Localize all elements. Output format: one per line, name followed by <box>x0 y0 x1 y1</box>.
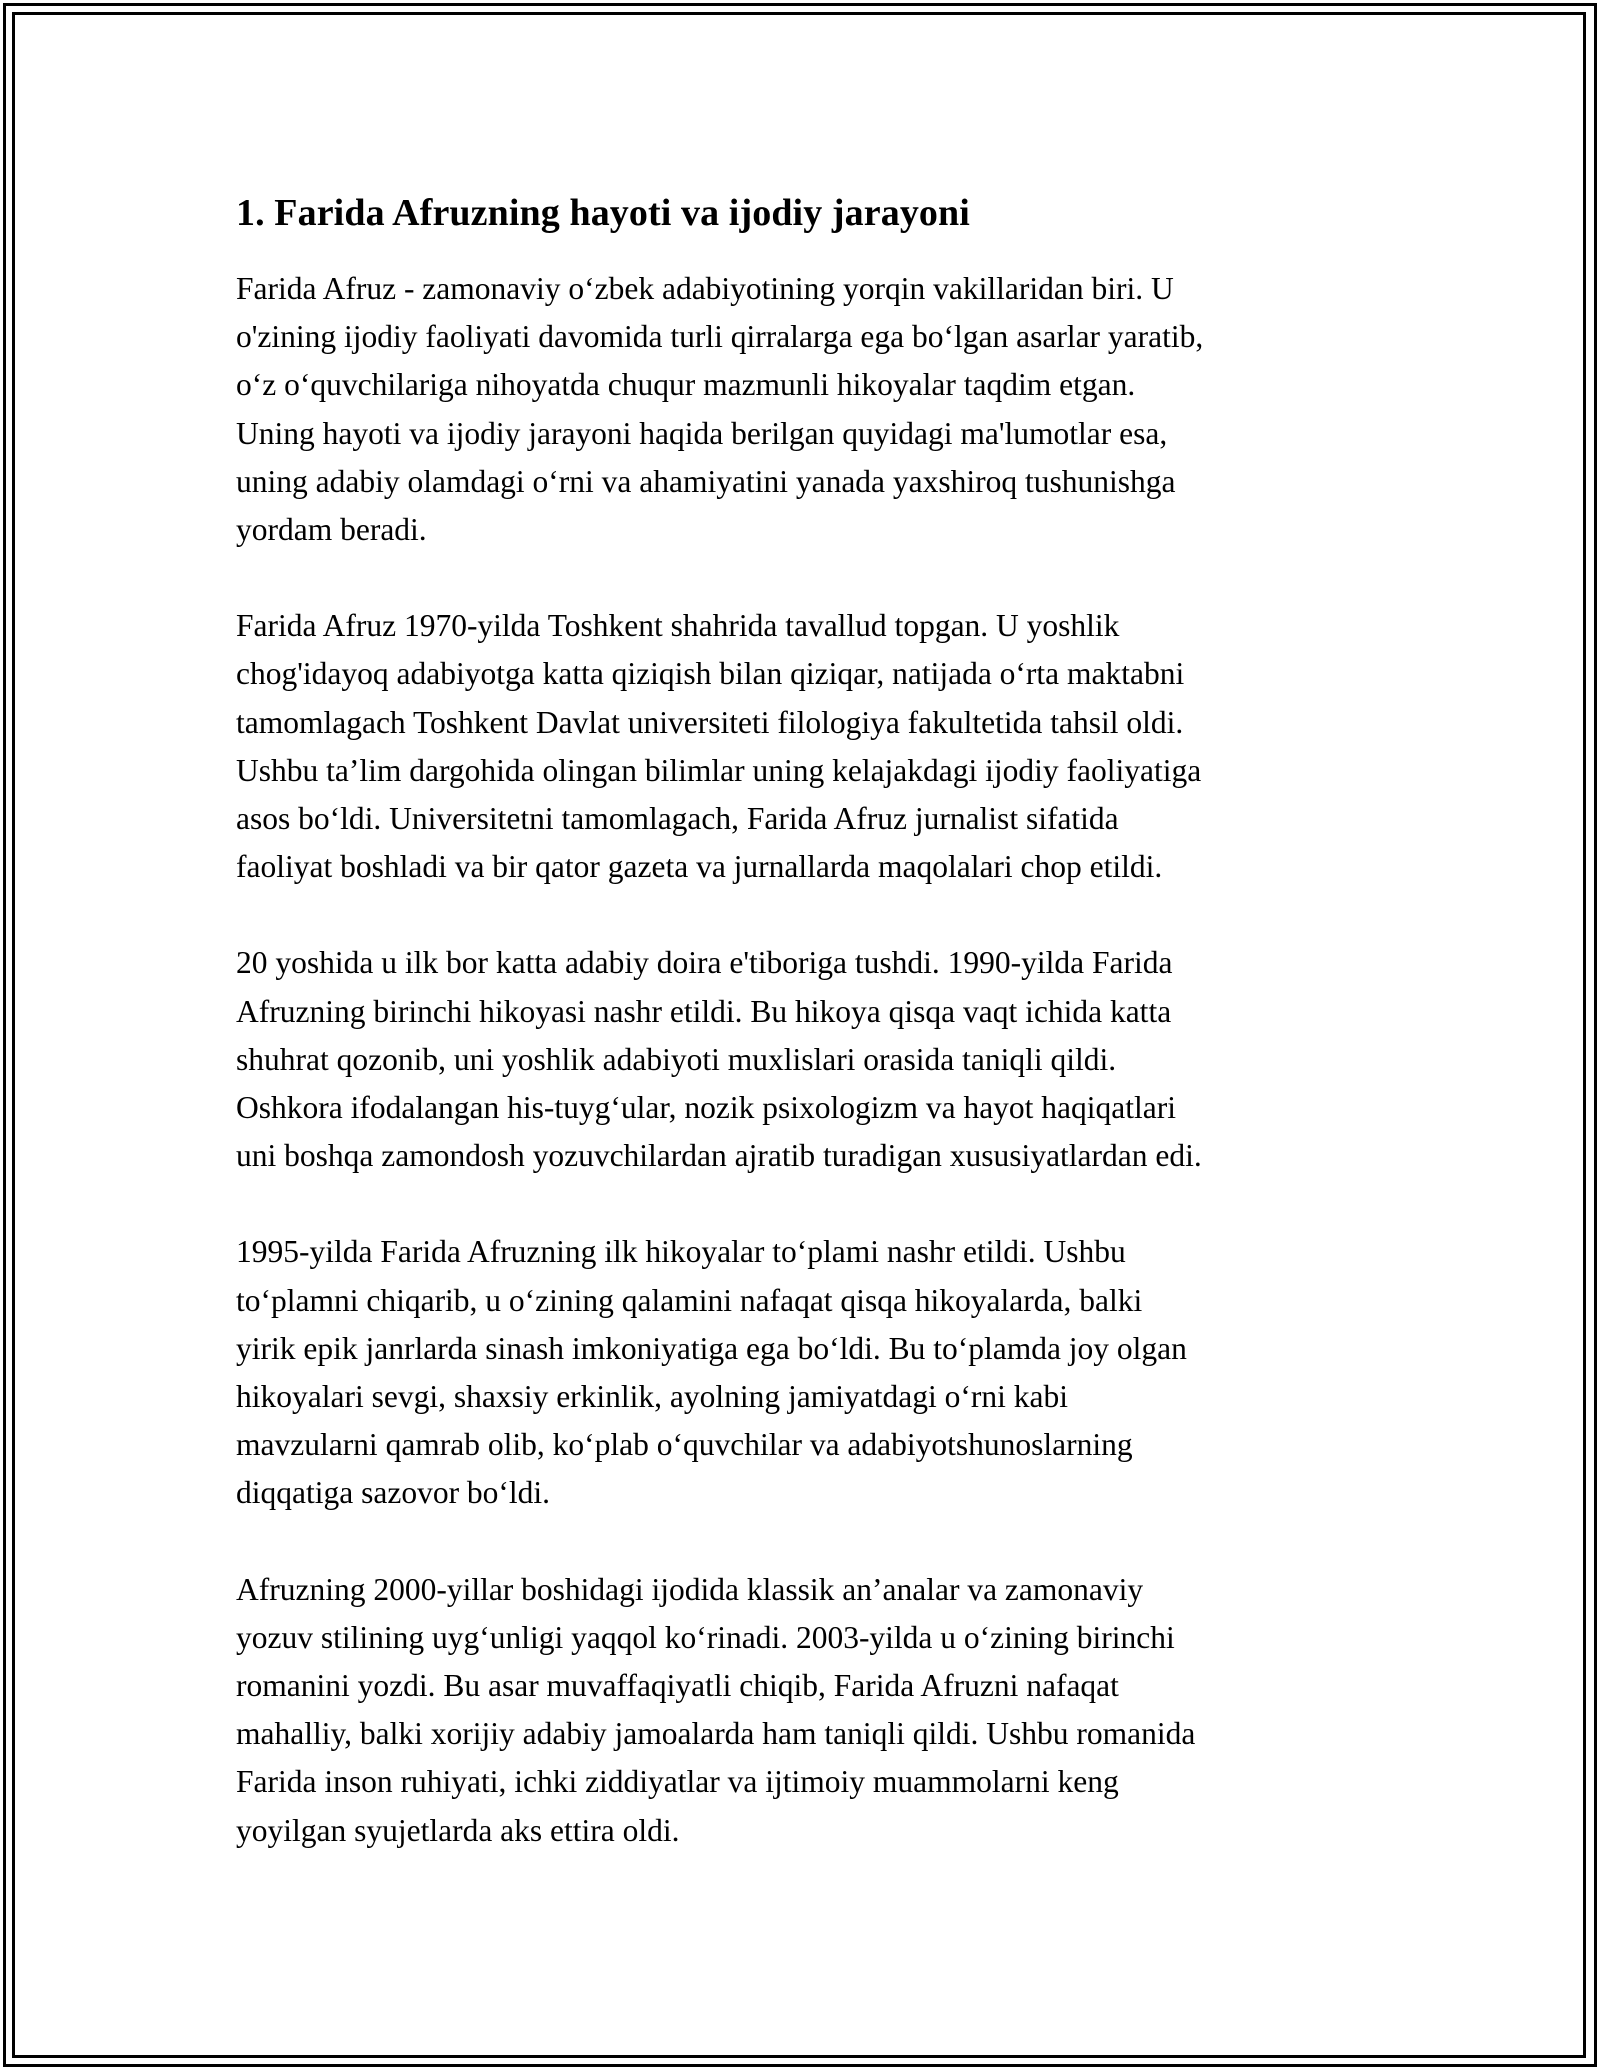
section-heading: 1. Farida Afruzning hayoti va ijodiy jarayoni <box>236 192 970 234</box>
paragraph-first-story: 20 yoshida u ilk bor katta adabiy doira e'tiboriga tushdi. 1990-yilda Farida Afruzning birinchi hikoyasi nashr etildi. Bu hikoya qisqa vaqt ichida katta shuhrat qozonib, uni yoshlik adabiyoti muxlislari orasida taniqli qildi. Oshkora ifodalangan his-tuyg‘ular, nozik psixologizm va hayot haqiqatlari uni boshqa zamondosh yozuvchilardan ajratib turadigan xususiyatlardan edi. <box>236 945 1202 1174</box>
document-body <box>236 187 1386 1903</box>
paragraph-early-life: Farida Afruz 1970-yilda Toshkent shahrida tavallud topgan. U yoshlik chog'idayoq adabiyotga katta qiziqish bilan qiziqar, natijada o‘rta maktabni tamomlagach Toshkent Davlat universiteti filologiya fakultetida tahsil oldi. Ushbu ta’lim dargohida olingan bilimlar uning kelajakdagi ijodiy faoliyatiga asos bo‘ldi. Universitetni tamomlagach, Farida Afruz jurnalist sifatida faoliyat boshladi va bir qator gazeta va jurnallarda maqolalari chop etildi. <box>236 608 1202 885</box>
paragraph-first-collection: 1995-yilda Farida Afruzning ilk hikoyalar to‘plami nashr etildi. Ushbu to‘plamni chiqarib, u o‘zining qalamini nafaqat qisqa hikoyalarda, balki yirik epik janrlarda sinash imkoniyatiga ega bo‘ldi. Bu to‘plamda joy olgan hikoyalari sevgi, shaxsiy erkinlik, ayolning jamiyatdagi o‘rni kabi mavzularni qamrab olib, ko‘plab o‘quvchilar va adabiyotshunoslarning diqqatiga sazovor bo‘ldi. <box>236 1234 1187 1511</box>
paragraph-first-novel: Afruzning 2000-yillar boshidagi ijodida klassik an’analar va zamonaviy yozuv stilining uyg‘unligi yaqqol ko‘rinadi. 2003-yilda u o‘zining birinchi romanini yozdi. Bu asar muvaffaqiyatli chiqib, Farida Afruzni nafaqat mahalliy, balki xorijiy adabiy jamoalarda ham taniqli qildi. Ushbu romanida Farida inson ruhiyati, ichki ziddiyatlar va ijtimoiy muammolarni keng yoyilgan syujetlarda aks ettira oldi. <box>236 1571 1196 1848</box>
paragraph-intro: Farida Afruz - zamonaviy o‘zbek adabiyotining yorqin vakillaridan biri. U o'zining ijodiy faoliyati davomida turli qirralarga ega bo‘lgan asarlar yaratib, o‘z o‘quvchilariga nihoyatda chuqur mazmunli hikoyalar taqdim etgan. Uning hayoti va ijodiy jarayoni haqida berilgan quyidagi ma'lumotlar esa, uning adabiy olamdagi o‘rni va ahamiyatini yanada yaxshiroq tushunishga yordam beradi. <box>236 271 1204 548</box>
